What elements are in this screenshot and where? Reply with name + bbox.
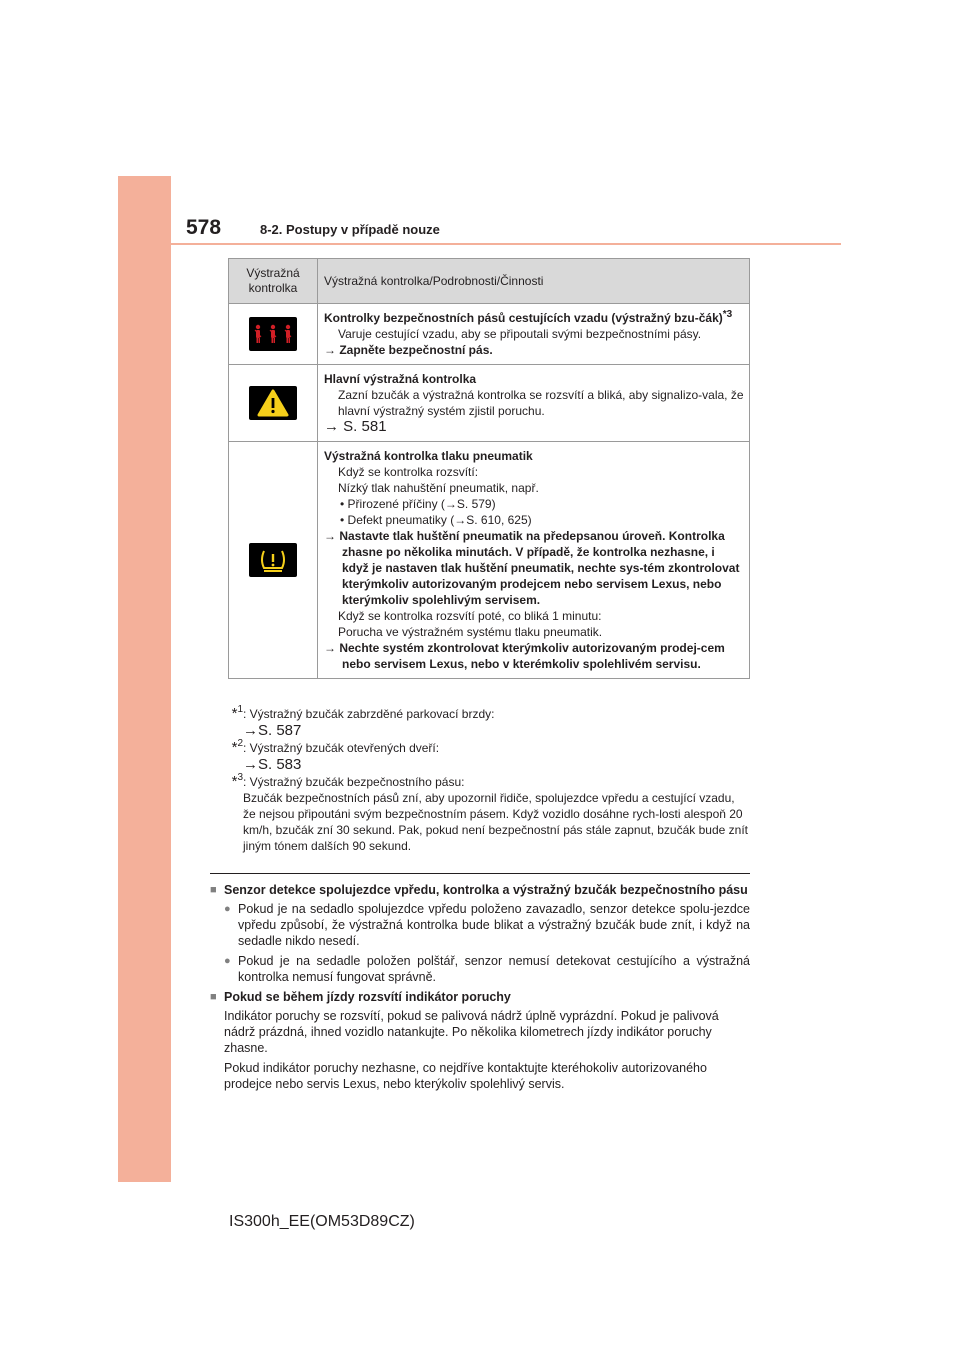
master-warning-icon [249,386,297,420]
detail-text: Když se kontrolka rozsvítí: [338,465,479,479]
details-cell [318,365,750,442]
footnote-ref: *3 [722,309,733,320]
footnote [215,774,750,790]
circle-bullet-icon: ● [224,955,231,967]
marker-number: 2 [237,738,243,749]
footnote-text: : Výstražný bzučák bezpečnostního pásu: [243,775,465,789]
section-heading [210,882,750,898]
chapter-tab-bar [118,176,171,1182]
page-reference: →S. 587 [243,722,302,739]
footnote-body: Bzučák bezpečnostních pásů zní, aby upozornil řidiče, spolujezdce vpředu a cestující vzadu, že nejsou připoutáni svým bezpečnostním pásem. Když vozidlo dosáhne rych-losti alespoň 20 km/h, bzučák zní 30 sekund. Pak, pokud není bezpečnostní pás stále zapnut, bzučák bude znít jiným tónem dalších 90 sekund. [243,791,748,853]
paragraph: Indikátor poruchy se rozsvítí, pokud se palivová nádrž úplně vyprázdní. Pokud je palivová nádrž prázdná, ihned vozidlo natankujte. Po několika kilometrech jízdy indikátor poruchy zhasne. [224,1009,719,1055]
marker-number: 3 [237,772,243,783]
section-heading [210,989,750,1005]
col-header-light: Výstražná kontrolka [229,259,318,304]
footnote-text: : Výstražný bzučák zabrzděné parkovací brzdy: [243,707,495,721]
tire-pressure-warning-icon [249,543,297,577]
list-item [210,953,750,985]
icon-cell [229,304,318,365]
model-code: IS300h_EE(OM53D89CZ) [229,1213,415,1230]
icon-cell [229,365,318,442]
heading-text: Senzor detekce spolujezdce vpředu, kontrolka a výstražný bzučák bezpečnostního pásu [224,883,748,897]
section-title: 8-2. Postupy v případě nouze [260,222,440,237]
footnote [215,740,750,756]
light-title-text: Kontrolky bezpečnostních pásů cestujících vzadu (výstražný bzu-čák) [324,311,723,325]
list-item-text: Pokud je na sedadlo spolujezdce vpředu položeno zavazadlo, senzor detekce spolu-jezdce vpředu způsobí, že výstražná kontrolka bude blikat a výstražný bzučák bude znít, i když na sedadle nikdo nesedí. [238,902,750,948]
page-reference: →S. 583 [243,756,302,773]
action-text: → Nechte systém zkontrolovat kterýmkoliv autorizovaným prodej-cem nebo servisem Lexus, nebo v kterémkoliv spolehlivém servisu. [324,641,725,671]
circle-bullet-icon: ● [224,903,231,915]
details-cell [318,304,750,365]
marker-star: * [231,773,238,790]
list-item [210,901,750,949]
detail-text: Když se kontrolka rozsvítí poté, co bliká 1 minutu: [338,609,602,623]
footnote-marker [215,740,243,756]
col-header-details: Výstražná kontrolka/Podrobnosti/Činnosti [318,259,750,304]
marker-number: 1 [237,704,243,715]
page-reference: → S. 581 [324,418,387,435]
light-title: Hlavní výstražná kontrolka [324,372,477,386]
light-title [324,310,744,326]
rear-seatbelt-reminder-icon [249,317,297,351]
bullet-item: • Přirozené příčiny (→S. 579) [340,497,496,511]
detail-text: Nízký tlak nahuštění pneumatik, např. [338,481,539,495]
header-rule [171,243,841,245]
footnote-marker [215,706,243,722]
detail-text: Varuje cestující vzadu, aby se připoutali svými bezpečnostními pásy. [338,327,702,341]
warning-lights-table [228,258,750,679]
footnote-text: : Výstražný bzučák otevřených dveří: [243,741,440,755]
notes-section [210,882,750,1096]
detail-text: Zazní bzučák a výstražná kontrolka se rozsvítí a bliká, aby signalizo-vala, že hlavní výstražný systém zjistil poruchu. [338,388,744,418]
table-row [229,442,750,679]
square-bullet-icon: ■ [210,884,217,896]
footnotes [215,706,750,854]
separator-rule [210,873,750,874]
icon-cell [229,442,318,679]
table-header-row [229,259,750,304]
action-text: → Nastavte tlak huštění pneumatik na předepsanou úroveň. Kontrolka zhasne po několika minutách. V případě, že kontrolka nezhasne, i když je nastaven tlak huštění pneumatik, nechte sys-tém zkontrolovat kterýmkoliv autorizovaným prodejcem nebo servisem Lexus, nebo kterýmkoliv spolehlivým servisem. [324,529,740,607]
list-item-text: Pokud je na sedadle položen polštář, senzor nemusí detekovat cestujícího a výstražná kontrolka nemusí fungovat správně. [238,954,750,984]
table-row [229,304,750,365]
footnote-marker [215,774,243,790]
paragraph: Pokud indikátor poruchy nezhasne, co nejdříve kontaktujte kteréhokoliv autorizovaného prodejce nebo servis Lexus, nebo kterýkoliv spolehlivý servis. [224,1061,707,1091]
square-bullet-icon: ■ [210,991,217,1003]
marker-star: * [231,705,238,722]
light-title: Výstražná kontrolka tlaku pneumatik [324,449,533,463]
heading-text: Pokud se během jízdy rozsvítí indikátor poruchy [224,990,511,1004]
bullet-item: • Defekt pneumatiky (→S. 610, 625) [340,513,532,527]
page-number: 578 [186,216,222,239]
marker-star: * [231,739,238,756]
details-cell [318,442,750,679]
table-row [229,365,750,442]
detail-text: Porucha ve výstražném systému tlaku pneumatik. [338,625,603,639]
action-text: → Zapněte bezpečnostní pás. [324,343,493,357]
footnote [215,706,750,722]
